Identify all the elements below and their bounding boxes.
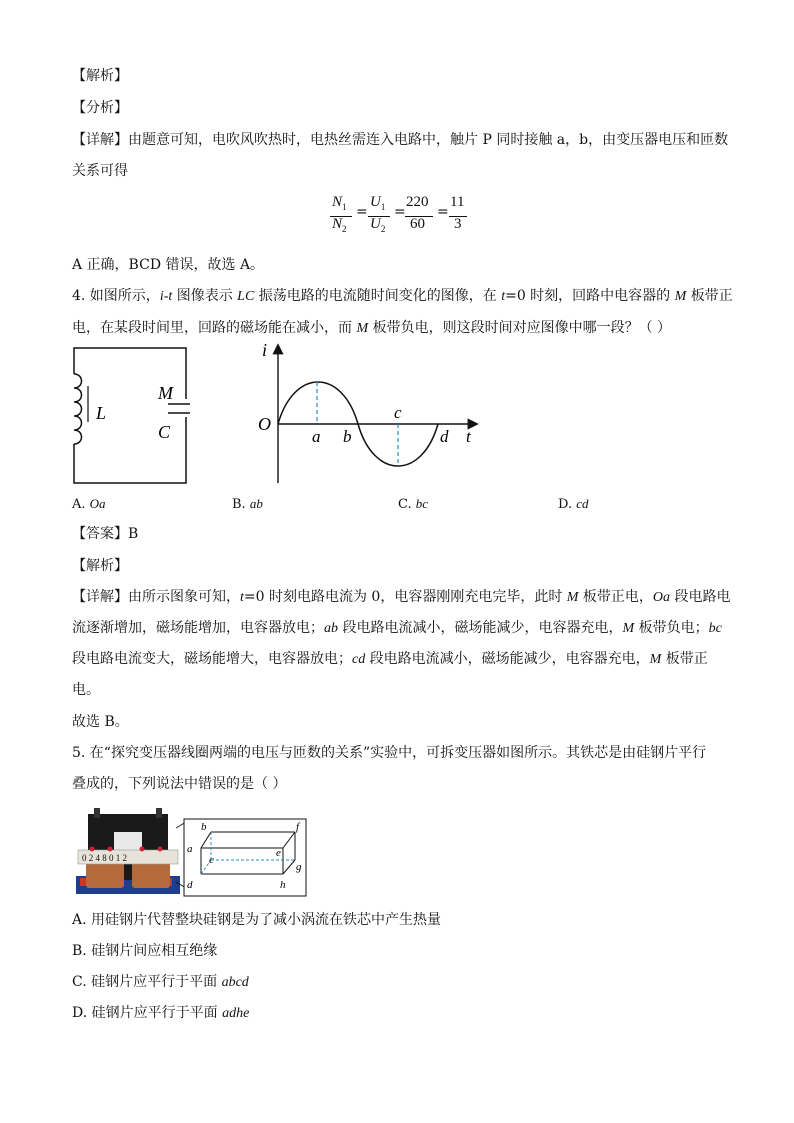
ratio-formula: $N_1$ $N_2$ = $U_1$ $U_2$ = 220 60 = 11 3 [330,192,470,238]
detail-text-line: 段电路电流变大，磁场能增大，电容器放电；cd 段电路电流减小，磁场能减少，电容器充电，M 板带正 [72,651,708,667]
svg-text:t: t [466,427,471,446]
q5-option-b[interactable]: B. 硅钢片间应相互绝缘 [72,943,218,959]
question-5-stem-line2: 叠成的，下列说法中错误的是（ ） [72,776,287,792]
detail-text-line: 关系可得 [72,163,128,179]
question-4-stem-line2: 电，在某段时间里，回路的磁场能在减小，而 M 板带负电，则这段时间对应图像中哪一段？（ ） [72,320,672,336]
lc-circuit-diagram [70,344,190,486]
q5-option-c[interactable]: C. 硅钢片应平行于平面 abcd [72,974,249,990]
svg-text:d: d [187,879,193,891]
svg-text:d: d [440,427,449,446]
current-time-graph [254,338,482,488]
svg-text:c: c [209,854,214,866]
section-heading-analysis: 【解析】 [72,558,128,574]
lamination-box-diagram [183,818,307,898]
transformer-photo [72,806,184,896]
detail-text-line: 流逐渐增加，磁场能增加，电容器放电；ab 段电路电流减小，磁场能减少，电容器充电，M 板带负电；bc [72,620,722,636]
detail-text-line: 【详解】由所示图象可知，t=0 时刻电路电流为 0，电容器刚刚充电完毕，此时 M 板带正电，Oa 段电路电 [72,589,731,605]
circuit-label-C: C [158,422,171,442]
svg-text:e: e [276,847,281,859]
question-4-stem-line1: 4. 如图所示，i-t 图像表示 LC 振荡电路的电流随时间变化的图像，在 t=0 时刻，回路中电容器的 M 板带正 [72,288,733,304]
svg-text:i: i [262,340,268,360]
conclusion-text: A 正确，BCD 错误，故选 A。 [72,257,265,273]
svg-text:O: O [258,414,271,434]
svg-text:a: a [187,843,193,855]
svg-text:g: g [296,861,302,873]
svg-text:a: a [312,427,321,446]
question-5-stem-line1: 5. 在“探究变压器线圈两端的电压与匝数的关系”实验中，可拆变压器如图所示。其铁芯是由硅钢片平行 [72,745,707,761]
q4-option-a[interactable]: A. Oa [72,496,106,512]
detail-text-line: 【详解】由题意可知，电吹风吹热时，电热丝需连入电路中，触片 P 同时接触 a，b，由变压器电压和匝数 [72,132,729,148]
svg-text:b: b [201,821,207,833]
svg-text:h: h [280,879,286,891]
circuit-label-L: L [96,403,107,423]
q4-option-d[interactable]: D. cd [558,496,589,512]
q5-option-d[interactable]: D. 硅钢片应平行于平面 adhe [72,1005,250,1021]
q4-option-c[interactable]: C. bc [398,496,429,512]
q5-option-a[interactable]: A. 用硅钢片代替整块硅钢是为了减小涡流在铁芯中产生热量 [72,912,442,928]
svg-text:b: b [343,427,352,446]
coil-scale-label: 0 2 4 8 0 1 2 [82,853,127,863]
detail-text-line: 电。 [72,682,100,698]
q4-option-b[interactable]: B. ab [232,496,263,512]
svg-text:f: f [296,821,300,833]
svg-text:c: c [394,403,402,422]
section-heading-fenxi: 【分析】 [72,100,128,116]
circuit-label-M: M [158,383,173,403]
conclusion-text: 故选 B。 [72,714,129,730]
answer-label: 【答案】B [72,526,139,542]
section-heading-analysis: 【解析】 [72,68,128,84]
